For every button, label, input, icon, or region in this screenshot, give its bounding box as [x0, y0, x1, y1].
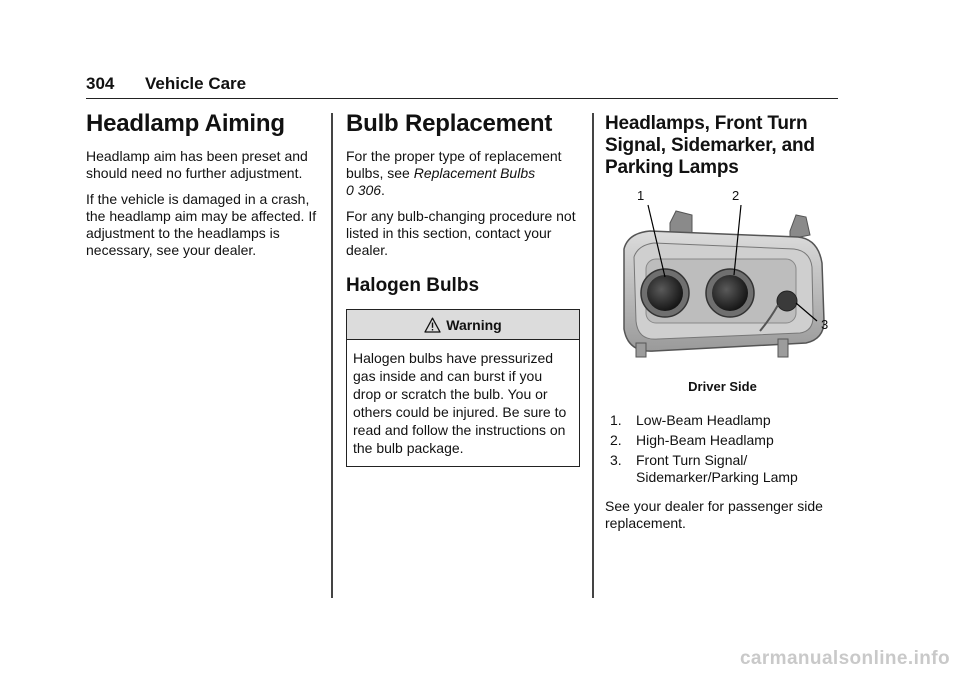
warning-triangle-icon	[424, 317, 441, 333]
watermark: carmanualsonline.info	[739, 648, 950, 669]
column-headlamp-aiming	[86, 109, 318, 268]
callout-2: 2	[732, 188, 740, 203]
column-headlamps-lamps	[605, 109, 840, 541]
list-item	[605, 412, 840, 429]
heading-headlamp-aiming: Headlamp Aiming	[86, 110, 285, 137]
list-text: Low-Beam Headlamp	[636, 412, 771, 428]
heading-halogen-bulbs: Halogen Bulbs	[346, 275, 480, 296]
paragraph: Headlamp aim has been preset and should need no further adjustment.	[86, 148, 308, 181]
paragraph-text: For the proper type of replacement bulbs, see	[346, 148, 562, 181]
list-item	[605, 452, 840, 486]
paragraph: For any bulb-changing procedure not listed in this section, contact your dealer.	[346, 208, 576, 258]
list-number: 2.	[610, 432, 622, 448]
callout-1: 1	[637, 188, 645, 203]
warning-text: Halogen bulbs have pressurized gas inside and can burst if you drop or scratch the bulb. You or others could be injured. Be sure to read and follow the instructions on the bulb package.	[353, 350, 567, 456]
figure-caption: Driver Side	[688, 379, 757, 394]
list-item	[605, 432, 840, 449]
section-title: Vehicle Care	[145, 74, 247, 93]
heading-headlamps-lamps	[605, 113, 840, 179]
list-text: High-Beam Headlamp	[636, 432, 774, 448]
column-bulb-replacement	[346, 109, 580, 467]
warning-box	[346, 309, 580, 467]
list-number: 3.	[610, 452, 622, 468]
callout-3: 3	[821, 317, 829, 332]
headlamp-assembly-image	[610, 193, 830, 373]
headlamp-figure	[610, 188, 830, 373]
column-divider	[592, 113, 594, 598]
heading-line: Headlamps, Front Turn	[605, 113, 808, 134]
warning-header	[347, 310, 579, 340]
column-divider	[331, 113, 333, 598]
page-number: 304	[86, 74, 115, 93]
page-header	[86, 72, 838, 99]
heading-bulb-replacement: Bulb Replacement	[346, 110, 553, 137]
list-text: Front Turn Signal/ Sidemarker/Parking Lamp	[636, 452, 798, 485]
warning-body	[347, 340, 579, 466]
warning-label: Warning	[446, 316, 502, 333]
cross-reference-link[interactable]: Replacement Bulbs	[413, 165, 536, 181]
page-reference-link[interactable]: 306	[357, 182, 382, 198]
paragraph: If the vehicle is damaged in a crash, the headlamp aim may be affected. If adjustment to the headlamps is necessary, see your dealer.	[86, 191, 317, 258]
paragraph: For the proper type of replacement bulbs, see Replacement Bulbs 0 306.	[346, 148, 562, 198]
callout-list	[605, 412, 840, 486]
heading-line: Parking Lamps	[605, 157, 739, 178]
paragraph: See your dealer for passenger side replacement.	[605, 498, 823, 531]
page-reference-icon: 0	[346, 182, 354, 198]
heading-line: Signal, Sidemarker, and	[605, 135, 815, 156]
list-number: 1.	[610, 412, 622, 428]
